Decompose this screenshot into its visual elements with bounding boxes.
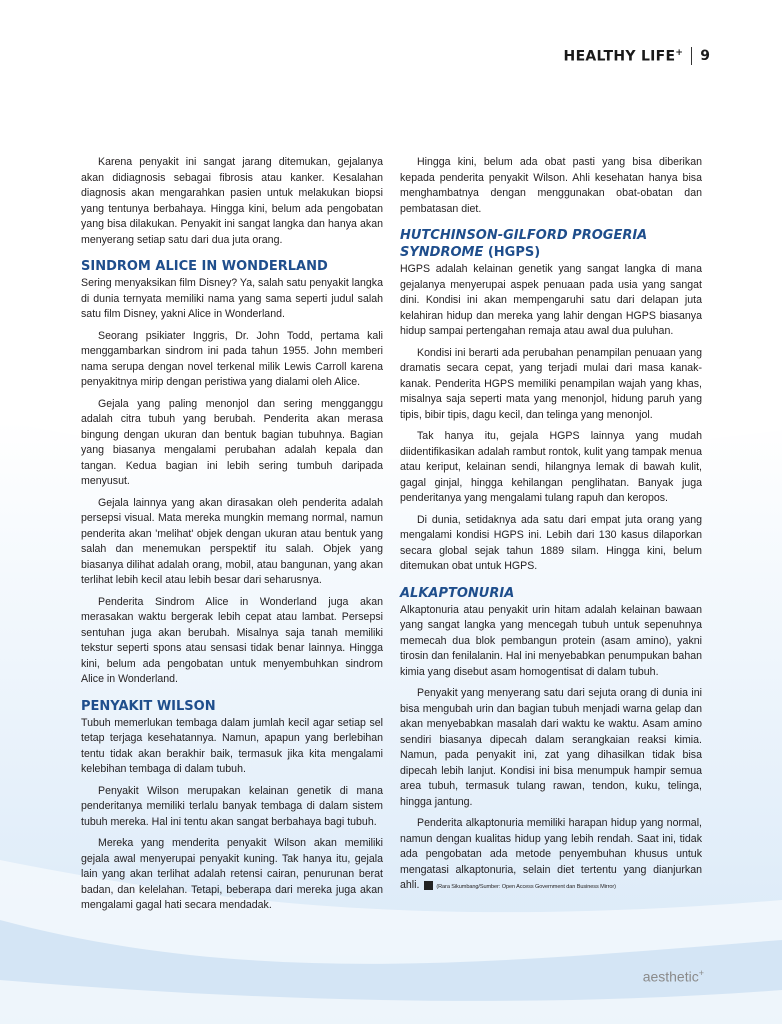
paragraph: Penderita alkaptonuria memiliki harapan hidup yang normal, namun dengan kualitas hidup yang lebih rendah. Saat ini, tidak ada pengobatan ada metode penyembuhan khusus untuk mengatasi alkaptonuria, selain diet tertentu yang dianjurkan ahli. (Rara Sikumbang/Sumber: Open Access Government dan Business Mirror) xyxy=(400,817,702,891)
paragraph: Gejala lainnya yang akan dirasakan oleh penderita adalah persepsi visual. Mata mereka mungkin memang normal, namun penderita akan 'melihat' objek dengan ukuran atau bentuk yang salah dan menemukan perspektif itu salah. Objek yang biasanya dilihat adalah orang, mobil, atau bangunan, yang akan terlihat lebih kecil atau lebih besar dari seharusnya. xyxy=(81,496,383,586)
right-column xyxy=(400,155,702,902)
footer-brand: aesthetic+ xyxy=(642,968,704,985)
paragraph: Tak hanya itu, gejala HGPS lainnya yang mudah diidentifikasikan adalah rambut rontok, kulit yang tampak menua atau keriput, kelainan sendi, hilangnya lemak di bawah kulit, gagal ginjal, hingga kehilangan penglihatan. Banyak juga penderitanya yang mengalami tulang rapuh dan keropos. xyxy=(400,430,702,504)
paragraph: Gejala yang paling menonjol dan sering mengganggu adalah citra tubuh yang berubah. Penderita akan merasa bingung dengan ukuran dan bentuk bagian tubuhnya. Bagian yang biasanya mengalami perubahan adalah kepala dan tangan. Kedua bagian ini lebih sering tumbuh daripada menyusut. xyxy=(81,397,383,487)
paragraph: Seorang psikiater Inggris, Dr. John Todd, pertama kali menggambarkan sindrom ini pada tahun 1955. John memberi nama serupa dengan novel terkenal milik Lewis Carroll karena penyakitnya mirip dengan peristiwa yang dialami oleh Alice. xyxy=(81,329,383,388)
heading-wilson: PENYAKIT WILSON xyxy=(81,698,216,714)
heading-hgps: HUTCHINSON-GILFORD PROGERIA SYNDROME (HGPS) xyxy=(400,228,648,260)
left-column xyxy=(81,155,383,920)
paragraph: Penyakit yang menyerang satu dari sejuta orang di dunia ini bisa mengubah urin dan bagian tubuh menjadi warna gelap dan akan menyebabkan masalah dari waktu ke waktu. Asam amino sendiri biasanya dipecah dalam serangkaian reaksi kimia. Namun, pada penyakit ini, zat yang dihasilkan tidak bisa dipecah lebih lanjut. Kondisi ini bisa menumpuk hampir semua area tubuh, termasuk tulang rawan, tendon, kuku, telinga, hingga jantung. xyxy=(400,687,702,808)
paragraph: Kondisi ini berarti ada perubahan penampilan penuaan yang dramatis secara cepat, yang terjadi mulai dari masa kanak-kanak. Penderita HGPS memiliki penampilan wajah yang khas, misalnya saja seperti mata yang menonjol, hidung paruh yang tipis, bibir tipis, dagu kecil, dan telinga yang menonjol. xyxy=(400,346,702,421)
header-divider xyxy=(691,47,692,65)
article-credit: (Rara Sikumbang/Sumber: Open Access Government dan Business Mirror) xyxy=(436,884,616,890)
paragraph: Di dunia, setidaknya ada satu dari empat juta orang yang mengalami kondisi HGPS ini. Lebih dari 130 kasus dilaporkan secara global sejak tahun 1889 silam. Hingga kini, belum ditemukan obat untuk HGPS. xyxy=(400,513,702,572)
paragraph: HGPS adalah kelainan genetik yang sangat langka di mana gejalanya menyerupai aspek penuaan pada usia yang sangat dini. Kondisi ini akan mempengaruhi satu dari delapan juta kelahiran hidup dan mereka yang lahir dengan HGPS biasanya hidup sampai pertengahan remaja atau awal dua puluhan. xyxy=(400,263,702,337)
paragraph: Alkaptonuria atau penyakit urin hitam adalah kelainan bawaan yang sangat langka yang mencegah tubuh untuk sepenuhnya memecah dua blok pembangun protein (asam amino), yakni tirosin dan fenilalanin. Hal ini menyebabkan penumpukan bahan kimia yang disebut asam homogentisat di dalam tubuh. xyxy=(400,603,702,678)
paragraph: Penderita Sindrom Alice in Wonderland juga akan merasakan waktu bergerak lebih cepat atau lambat. Persepsi sentuhan juga akan berubah. Misalnya saja tanah memiliki tekstur seperti spons atau sensasi tidak benar lainnya. Hingga kini, belum ada pengobatan untuk menyembuhkan sindrom Alice in Wonderland. xyxy=(81,595,383,685)
heading-alkaptonuria: ALKAPTONURIA xyxy=(400,585,515,601)
paragraph: Tubuh memerlukan tembaga dalam jumlah kecil agar setiap sel tetap terjaga kesehatannya. Namun, apapun yang berlebihan tentu tidak akan berakhir baik, termasuk jika kita mengalami kelebihan tembaga di dalam tubuh. xyxy=(81,716,383,775)
paragraph: Hingga kini, belum ada obat pasti yang bisa diberikan kepada penderita penyakit Wilson. Ahli kesehatan hanya bisa menghambatnya dengan menggunakan obat-obatan dan pembatasan diet. xyxy=(400,156,702,215)
paragraph: Penyakit Wilson merupakan kelainan genetik di mana penderitanya memiliki terlalu banyak tembaga di dalam sistem tubuh mereka. Hal ini tentu akan sangat berbahaya bagi tubuh. xyxy=(81,784,383,828)
page-header xyxy=(564,47,710,65)
paragraph: Sering menyaksikan film Disney? Ya, salah satu penyakit langka di dunia ternyata memiliki nama yang sama seperti judul salah satu film Disney, yakni Alice in Wonderland. xyxy=(81,277,383,320)
section-title: HEALTHY LIFE+ xyxy=(563,47,684,65)
heading-alice: SINDROM ALICE IN WONDERLAND xyxy=(81,259,328,274)
paragraph: Mereka yang menderita penyakit Wilson akan memiliki gejala awal menyerupai penyakit kuning. Tak hanya itu, gejala lain yang akan terlihat adalah retensi cairan, penurunan berat badan, dan kelelahan. Tetapi, beberapa dari mereka juga akan mengalami gagal hati secara mendadak. xyxy=(81,837,383,911)
page-number: 9 xyxy=(700,48,710,64)
end-mark-icon xyxy=(424,881,433,890)
paragraph: Karena penyakit ini sangat jarang ditemukan, gejalanya akan didiagnosis sebagai fibrosis atau kanker. Kesalahan diagnosis akan mengarahkan pasien untuk melakukan biopsi yang tentunya berbahaya. Hingga kini, belum ada pengobatan yang bisa dilakukan. Penyakit ini sangat langka dan hanya akan menyerang setiap satu dari dua juta orang. xyxy=(81,156,383,246)
